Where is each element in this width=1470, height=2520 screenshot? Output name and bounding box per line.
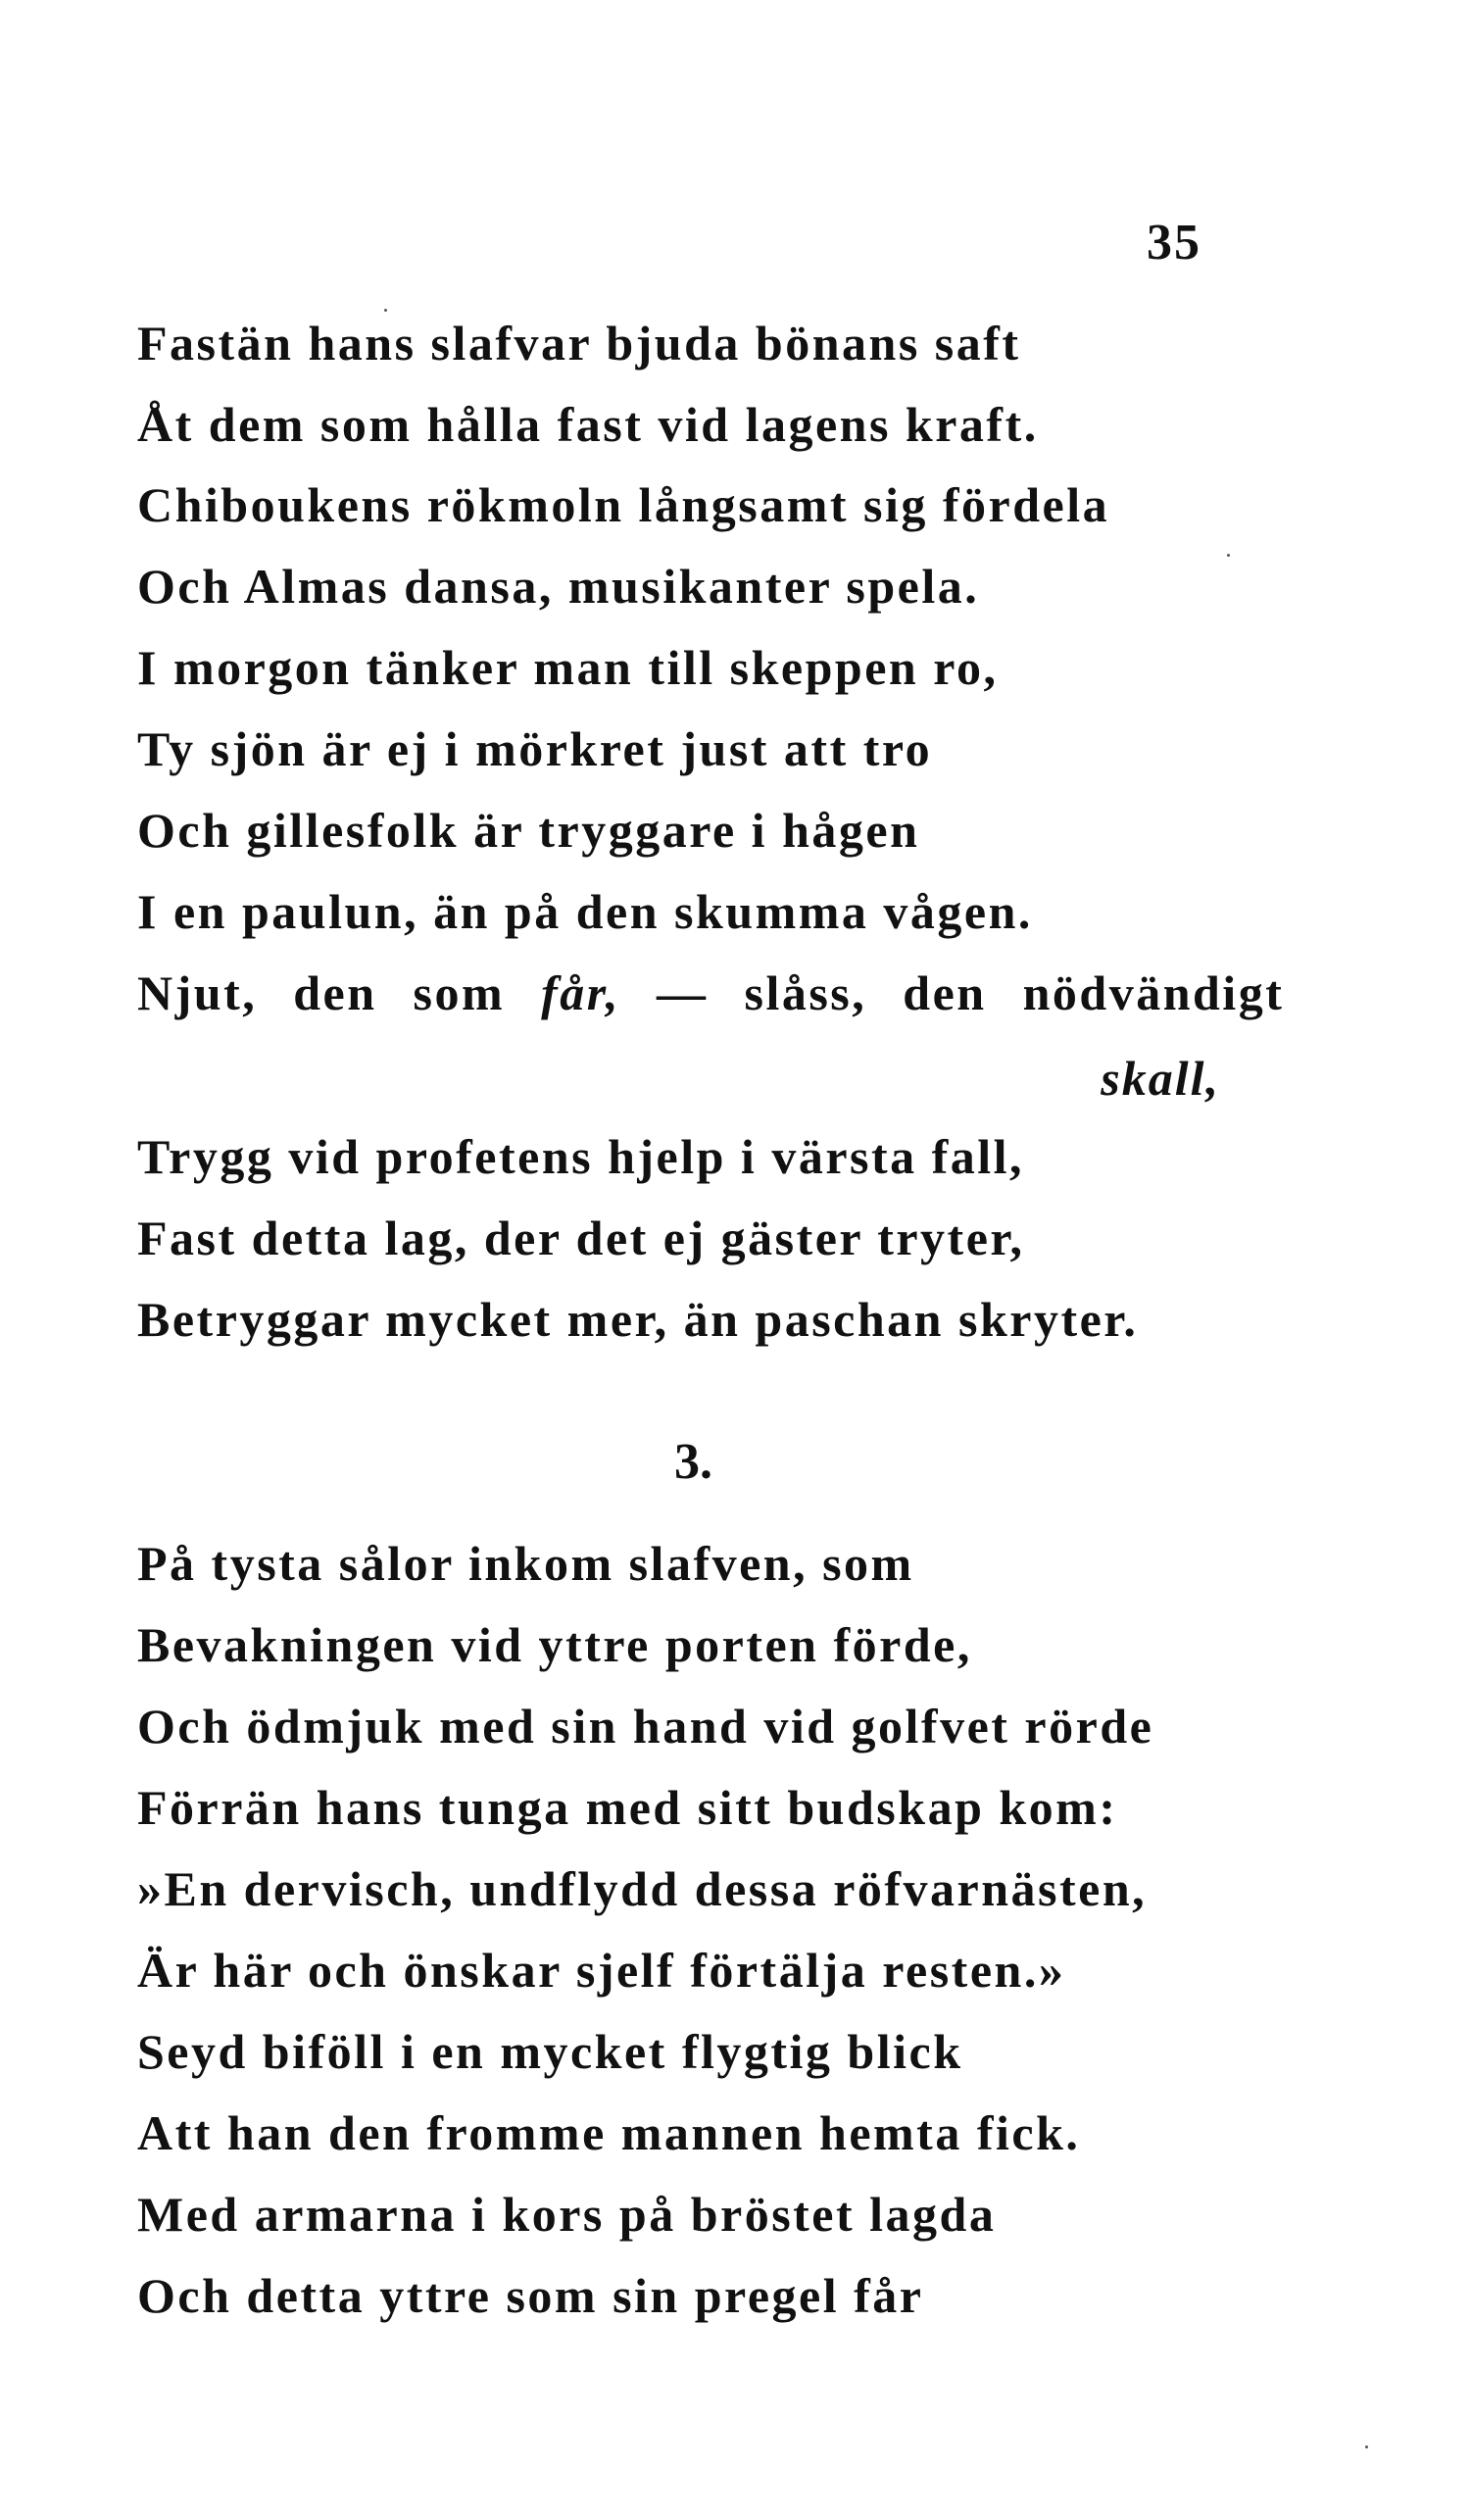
poem-line: Ty sjön är ej i mörkret just att tro [137, 721, 933, 776]
poem-line: Fast detta lag, der det ej gäster tryter, [137, 1211, 1025, 1265]
poem-line: Och gillesfolk är tryggare i hågen [137, 803, 920, 858]
poem-line: Med armarna i kors på bröstet lagda [137, 2187, 997, 2242]
poem-line: »En dervisch, undflydd dessa röfvarnästen, [137, 1861, 1148, 1916]
poem-line: Och Almas dansa, musikanter spela. [137, 559, 980, 614]
poem-line: Och detta yttre som sin pregel får [137, 2268, 924, 2323]
poem-line: Fastän hans slafvar bjuda bönans saft [137, 316, 1021, 371]
poem-line: Trygg vid profetens hjelp i värsta fall, [137, 1129, 1025, 1184]
poem-line-njut [137, 965, 1285, 1020]
poem-line: Seyd biföll i en mycket flygtig blick [137, 2024, 963, 2079]
poem-line: Åt dem som hålla fast vid lagens kraft. [137, 397, 1039, 452]
poem-line: Och ödmjuk med sin hand vid golfvet rörde [137, 1699, 1154, 1754]
scan-speck [1227, 554, 1230, 557]
poem-line-continuation: skall, [1101, 1051, 1220, 1106]
poem-line: Betryggar mycket mer, än paschan skryter. [137, 1292, 1139, 1347]
njut-part-2-italic: får, [541, 965, 620, 1020]
scan-speck [1365, 2446, 1368, 2448]
poem-line: Är här och önskar sjelf förtälja resten.» [137, 1943, 1066, 1998]
poem-line: Bevakningen vid yttre porten förde, [137, 1617, 972, 1672]
poem-line: På tysta sålor inkom slafven, som [137, 1536, 914, 1591]
njut-part-1: Njut, den som [137, 965, 506, 1020]
poem-line: I morgon tänker man till skeppen ro, [137, 640, 999, 695]
poem-line: I en paulun, än på den skumma vågen. [137, 884, 1033, 939]
section-number: 3. [674, 1434, 712, 1490]
poem-line: Förrän hans tunga med sitt budskap kom: [137, 1780, 1118, 1835]
scan-speck [384, 309, 387, 312]
page-number: 35 [1147, 215, 1201, 271]
poem-line: Chiboukens rökmoln långsamt sig fördela [137, 477, 1110, 532]
poem-line: Att han den fromme mannen hemta fick. [137, 2105, 1081, 2160]
njut-part-3: — slåss, den nödvändigt [657, 965, 1285, 1020]
